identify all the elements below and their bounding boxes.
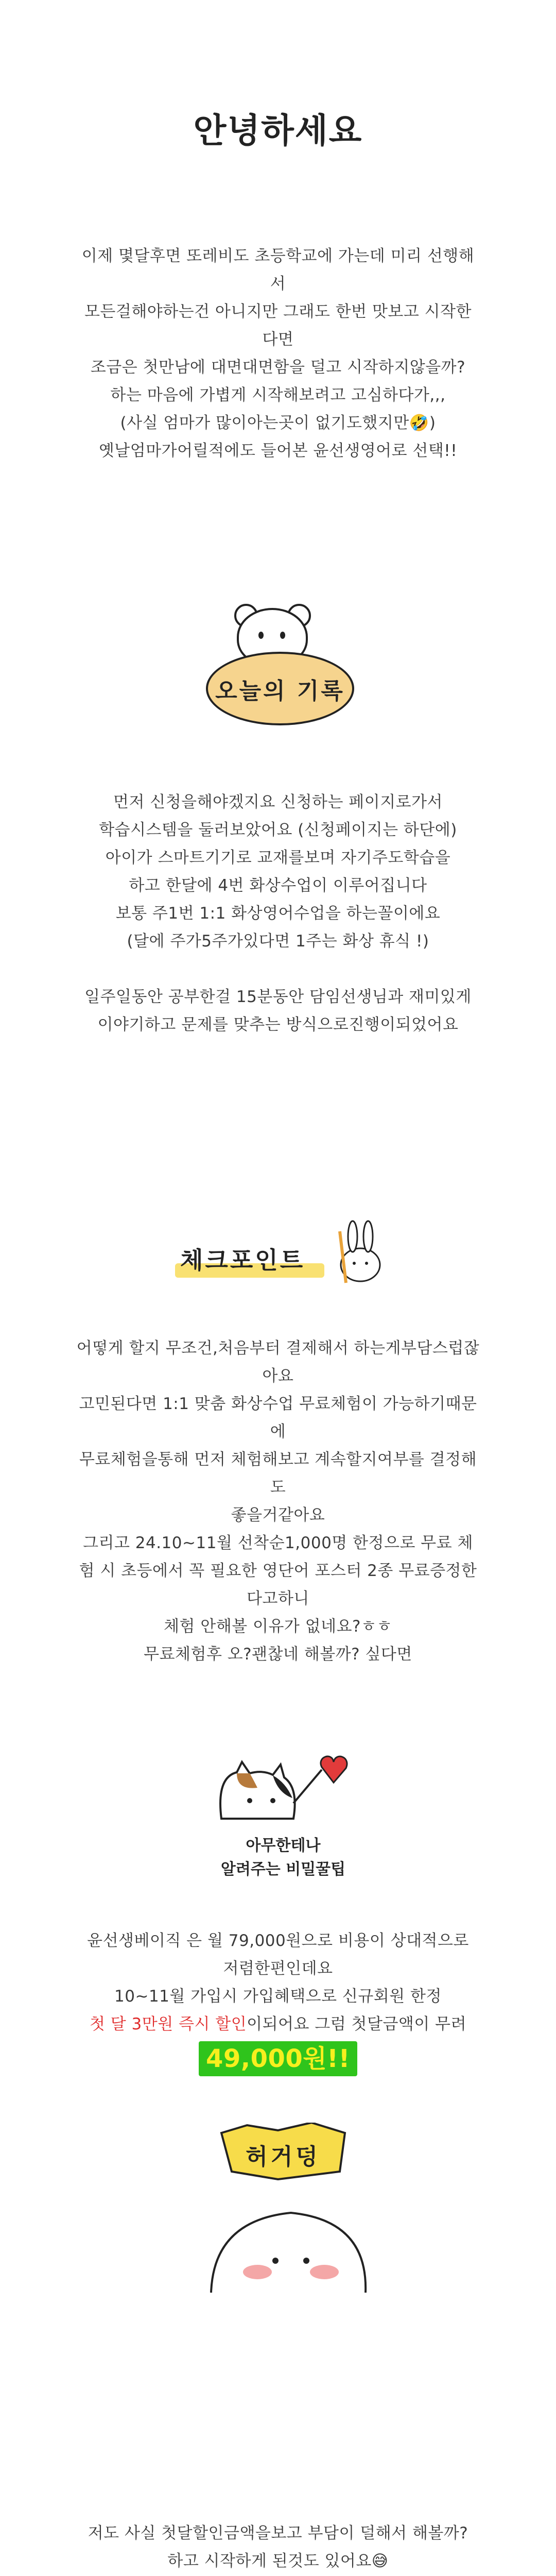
discount-highlight: 첫 달 3만원 즉시 할인 [89,2015,247,2033]
cat-heart-icon [201,1741,366,1829]
heogeodeong-sticker [201,2123,371,2293]
checkpoint-line: 도 [270,1478,286,1497]
checkpoint-sticker [175,1216,391,1288]
intro-line: 하는 마음에 가볍게 시작해보려고 고심하다가,,, [110,386,446,404]
record-sticker [206,608,355,732]
intro-line: 이제 몇달후면 또레비도 초등학교에 가는데 미리 선행해 [81,247,475,265]
checkpoint-line: 체험 안해볼 이유가 없네요?ㅎㅎ [164,1617,392,1636]
tips-line: 윤선생베이직 은 월 79,000원으로 비용이 상대적으로 [87,1931,469,1950]
record-paragraph [0,788,556,1039]
record-line [0,955,556,983]
bunny-icon [329,1216,391,1288]
record-line: 보통 주1번 1:1 화상영어수업을 하는꼴이에요 [115,904,441,923]
record-line: 일주일동안 공부한걸 15분동안 담임선생님과 재미있게 [84,988,472,1006]
tips-sticker [201,1741,366,1896]
record-line: 아이가 스마트기기로 교재를보며 자기주도학습을 [105,849,451,867]
tips-line: 10~11월 가입시 가입혜택으로 신규회원 한정 [114,1987,442,2006]
record-line: 학습시스템을 둘러보았어요 (신청페이지는 하단에) [99,821,457,839]
checkpoint-line: 아요 [262,1367,294,1385]
intro-line: (사실 엄마가 많이아는곳이 없기도했지만🤣) [120,414,436,432]
hello-title-text: 안녕하세요 [193,111,363,150]
record-sticker-label: 오늘의 기록 [206,652,354,725]
price-line [0,2041,556,2076]
checkpoint-line: 그리고 24.10~11월 선착순1,000명 한정으로 무료 체 [83,1534,473,1552]
checkpoint-line: 험 시 초등에서 꼭 필요한 영단어 포스터 2종 무료증정한 [79,1562,477,1580]
checkpoint-sticker-label: 체크포인트 [180,1246,305,1274]
checkpoint-line: 다고하니 [247,1589,309,1608]
heogeodeong-label: 허거덩 [246,2144,321,2170]
record-line: 먼저 신청을해야겠지요 신청하는 페이지로가서 [113,793,443,811]
record-line: 하고 한달에 4번 화상수업이 이루어집니다 [129,876,427,895]
intro-line: 다면 [262,330,294,349]
closing-line: 하고 시작하게 된것도 있어요😅 [167,2552,389,2570]
intro-line: 모든걸해야하는건 아니지만 그래도 한번 맛보고 시작한 [84,302,472,321]
checkpoint-line: 무료체험후 오?괜찮네 해볼까? 싶다면 [144,1645,412,1664]
closing-paragraph [0,2519,556,2576]
checkpoint-line: 에 [270,1422,286,1441]
checkpoint-line: 고민된다면 1:1 맞춤 화상수업 무료체험이 가능하기때문 [79,1395,477,1413]
checkpoint-paragraph [0,1334,556,1668]
checkpoint-line: 좋을거같아요 [231,1506,325,1524]
checkpoint-line: 어떻게 할지 무조건,처음부터 결제해서 하는게부담스럽잖 [76,1339,480,1358]
intro-line: 옛날엄마가어릴적에도 들어본 윤선생영어로 선택!! [98,442,458,460]
hello-title [0,103,556,152]
tips-line: 저렴한편인데요 [223,1959,333,1978]
tips-sticker-line2: 알려주는 비밀꿀팁 [220,1860,346,1878]
tips-sticker-line1: 아무한테나 [246,1837,321,1855]
closing-line: 저도 사실 첫달할인금액을보고 부담이 덜해서 해볼까? [88,2524,468,2543]
checkpoint-line: 무료체험을통해 먼저 체험해보고 계속할지여부를 결정해 [79,1450,477,1469]
tips-line-4 [0,2010,556,2038]
tips-line-4-rest: 이되어요 그럼 첫달금액이 무려 [247,2015,467,2033]
tips-paragraph [0,1927,556,2076]
price-badge: 49,000원!! [199,2041,357,2076]
intro-line: 서 [270,275,286,293]
intro-line: 조금은 첫만남에 대면대면함을 덜고 시작하지않을까? [90,358,466,377]
record-line: (달에 주가5주가있다면 1주는 화상 휴식 !) [127,932,429,951]
intro-paragraph [0,242,556,465]
record-line: 이야기하고 문제를 맞추는 방식으로진행이되었어요 [97,1015,459,1034]
